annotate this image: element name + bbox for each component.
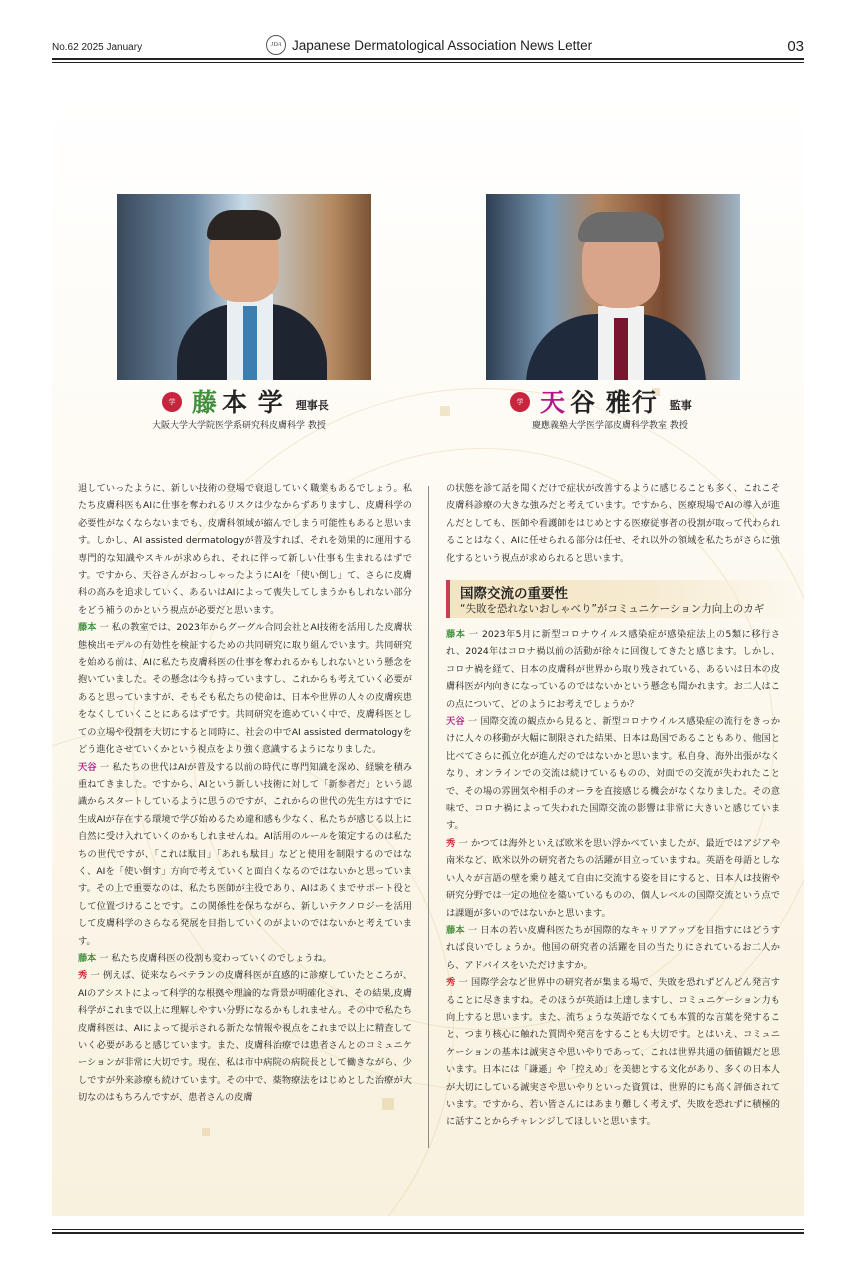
jda-logo-icon: JDA — [266, 35, 286, 55]
name-rest: 谷 雅行 — [570, 388, 658, 417]
paragraph: の状態を診て話を聞くだけで症状が改善するように感じることも多く、これこそ皮膚科診療の大きな強みだと考えています。ですから、医療現場でAIの導入が進んだとしても、医師や看護師をはじめとする医療従事者の役割が取って代わられることはなく、AIに任せられる部分は任せ、それ以外の領域を私たちがさらに強化するという視点が求められると思います。 — [446, 483, 780, 564]
footer-rule — [52, 1232, 804, 1234]
affiliation-amagai: 慶應義塾大学医学部皮膚科学教室 教授 — [532, 421, 688, 431]
header-rule — [52, 58, 804, 60]
paragraph: 藤本 一 2023年5月に新型コロナウイルス感染症が感染症法上の5類に移行され、2024年はコロナ禍以前の活動が徐々に回復してきたと感じます。しかし、コロナ禍を経て、日本の皮膚科が世界から取り残されている、あるいは日本の皮膚科医が内向きになっているのではないかという懸念も聞かれます。お二人はこの点について、どのようにお考えでしょうか？ — [446, 629, 780, 710]
name-highlight: 天 — [540, 388, 567, 417]
person-name-fujimoto — [162, 390, 329, 415]
left-column — [78, 480, 412, 1107]
right-column-top — [446, 480, 780, 567]
crest-icon: 学 — [162, 392, 182, 412]
paragraph: 退していったように、新しい技術の登場で衰退していく職業もあるでしょう。私たち皮膚科医もAIに仕事を奪われるリスクは少なからずありますし、皮膚科学の必要性がなくならないまでも、皮膚科領域が縮んでしまう可能性もあると思います。しかし、AI assisted dermatologyが普及すれば、それを効果的に運用する専門的な知識やスキルが求められ、それに伴って新しい仕事も生まれるはずです。ですから、天谷さんがおっしゃったようにAIを「使い倒し」て、さらに皮膚科の高みを追求していく、あるいはAIによって喪失してしまうかもしれない部分をどう補うのかという視点が必要だと思います。 — [78, 483, 412, 616]
person-title: 監事 — [669, 399, 692, 412]
footer-rule-thin — [52, 1229, 804, 1230]
right-column-bottom — [446, 626, 780, 1131]
crest-icon: 学 — [510, 392, 530, 412]
speaker-label: 藤本 — [78, 622, 97, 634]
section-title: 国際交流の重要性 — [460, 586, 568, 602]
section-heading — [446, 580, 800, 618]
paragraph: 秀 一 かつては海外といえば欧米を思い浮かべていましたが、最近ではアジアや南米など、欧米以外の研究者たちの活躍が目立っていますね。英語を母語としない人々が言語の壁を乗り越えて自由に交流する姿を目にすると、日本人は技術や研究分野では一定の地位を築いているものの、個人レベルの国際交流という点では課題が多いのではないかと思います。 — [446, 837, 781, 919]
header-rule-thin — [52, 62, 804, 63]
page-number: 03 — [787, 38, 804, 55]
paragraph: 天谷 一 私たちの世代はAIが普及する以前の時代に専門知識を深め、経験を積み重ねてきました。ですから、AIという新しい技術に対して「新参者だ」という認識からスタートしているように思うのですが、これからの世代の先生方はすでに生成AIが存在する環境で学び始めるため違和感も少なく、私たちが感じる以上に自然に受け入れていくのかもしれませんね。AI活用のルールを策定するのは私たちの世代ですが、「これは駄目」「あれも駄目」などと使用を制限するのではなく、AIを「使い倒す」方向で考えていくと面白くなるのではないかと思っています。その上で重要なのは、私たち医師が主役であり、AIはあくまでサポート役として位置づけることです。この関係性を保ちながら、新しいテクノロジーを活用して皮膚科学のさらなる発展を目指していくのがよいのではないかと考えています。 — [78, 761, 413, 947]
speaker-label: 藤本 — [78, 952, 97, 964]
decor-square — [440, 406, 450, 416]
speaker-label: 藤本 — [446, 924, 465, 936]
name-highlight: 藤 — [192, 388, 219, 417]
paragraph: 藤本 一 日本の若い皮膚科医たちが国際的なキャリアアップを目指すにはどうすれば良いでしょうか。他国の研究者の活躍を目の当たりにされているお二人から、アドバイスをいただけますか。 — [446, 924, 781, 971]
section-subtitle: “失敗を恐れないおしゃべり”がコミュニケーション力向上のカギ — [460, 603, 765, 615]
name-rest: 本 学 — [222, 388, 284, 417]
speaker-label: 秀 — [446, 837, 456, 849]
person-name-amagai — [510, 390, 692, 415]
newsletter-title — [266, 33, 592, 57]
portrait-photo-fujimoto — [117, 194, 371, 380]
paragraph: 藤本 一 私たち皮膚科医の役割も変わっていくのでしょうね。 — [78, 952, 332, 964]
speaker-label: 秀 — [78, 970, 88, 982]
decor-square — [202, 1128, 210, 1136]
paragraph: 秀 一 例えば、従来ならベテランの皮膚科医が直感的に診療していたところが、AIのアシストによって科学的な根拠や理論的な背景が明確化され、その結果,皮膚科学がこれまで以上に理解しやすい分野になるかもしれません。その中で私たち皮膚科医は、AIによって提示される新たな情報や視点をこれまで以上に精査していく必要があると感じています。また、皮膚科治療では患者さんとのコミュニケーションが非常に大切です。現在、私は市中病院の病院長として働きながら、少しですが外来診療も続けています。その中で、薬物療法をはじめとした治療が大切なのはもちろんですが、患者さんの皮膚 — [78, 970, 413, 1104]
paragraph: 秀 一 国際学会など世界中の研究者が集まる場で、失敗を恐れずどんどん発言することに尽きますね。そのほうが英語は上達しますし、コミュニケーション力も向上すると思います。また、流ちょうな英語でなくても本質的な言葉を発すること、つまり核心に触れた質問や発言をすることも大切です。とはいえ、コミュニケーションの基本は誠実さや思いやりであって、これは世界共通の価値観だと思います。日本には「謙遜」や「控えめ」を美徳とする文化があり、多くの日本人が大切にしている誠実さや思いやりといった資質は、世界的にも高く評価されています。ですから、若い皆さんにはあまり難しく考えず、失敗を恐れずに積極的に話すことからチャレンジしてほしいと思います。 — [446, 977, 780, 1128]
person-title: 理事長 — [295, 399, 329, 412]
portrait-photo-amagai — [486, 194, 740, 380]
affiliation-fujimoto: 大阪大学大学院医学系研究科皮膚科学 教授 — [152, 421, 326, 431]
newsletter-title-text: Japanese Dermatological Association News Letter — [292, 37, 593, 53]
speaker-label: 秀 — [446, 977, 456, 989]
speaker-label: 藤本 — [446, 629, 466, 640]
column-divider — [428, 486, 429, 1148]
paragraph: 天谷 一 国際交流の観点から見ると、新型コロナウイルス感染症の流行をきっかけに人々の移動が大幅に制限された結果、日本は島国であることもあり、他国と比べてさらに孤立化が進んだのではないかと思います。私自身、海外出張がなくなり、オンラインでの交流は続けているものの、対面での交流が失われたことで、その場の雰囲気や相手のオーラを直接感じる機会がなくなりました。その意味で、コロナ禍によって失われた国際交流の影響は非常に大きいと感じています。 — [446, 716, 781, 832]
speaker-label: 天谷 — [446, 716, 465, 728]
paragraph: 藤本 一 私の教室では、2023年からグーグル合同会社とAI技術を活用した皮膚状態検出モデルの有効性を検証するための共同研究に取り組んでいます。共同研究を始める前は、AIに私たち皮膚科医の仕事を奪われるかもしれないという懸念を抱いていました。その懸念は今も持っていますし、これからも考えていく必要があると思っていますが、そもそも私たちの使命は、日本や世界の人々の皮膚疾患をなくしていくことにあるはずです。共同研究を進めていく中で、皮膚科医としての立場や役割を大切にすると同時に、社会の中でAI assisted dermatologyをどう進化させていくかという視点をより強く意識するようになりました。 — [78, 622, 412, 756]
speaker-label: 天谷 — [78, 761, 97, 773]
issue-label: No.62 2025 January — [52, 42, 143, 53]
